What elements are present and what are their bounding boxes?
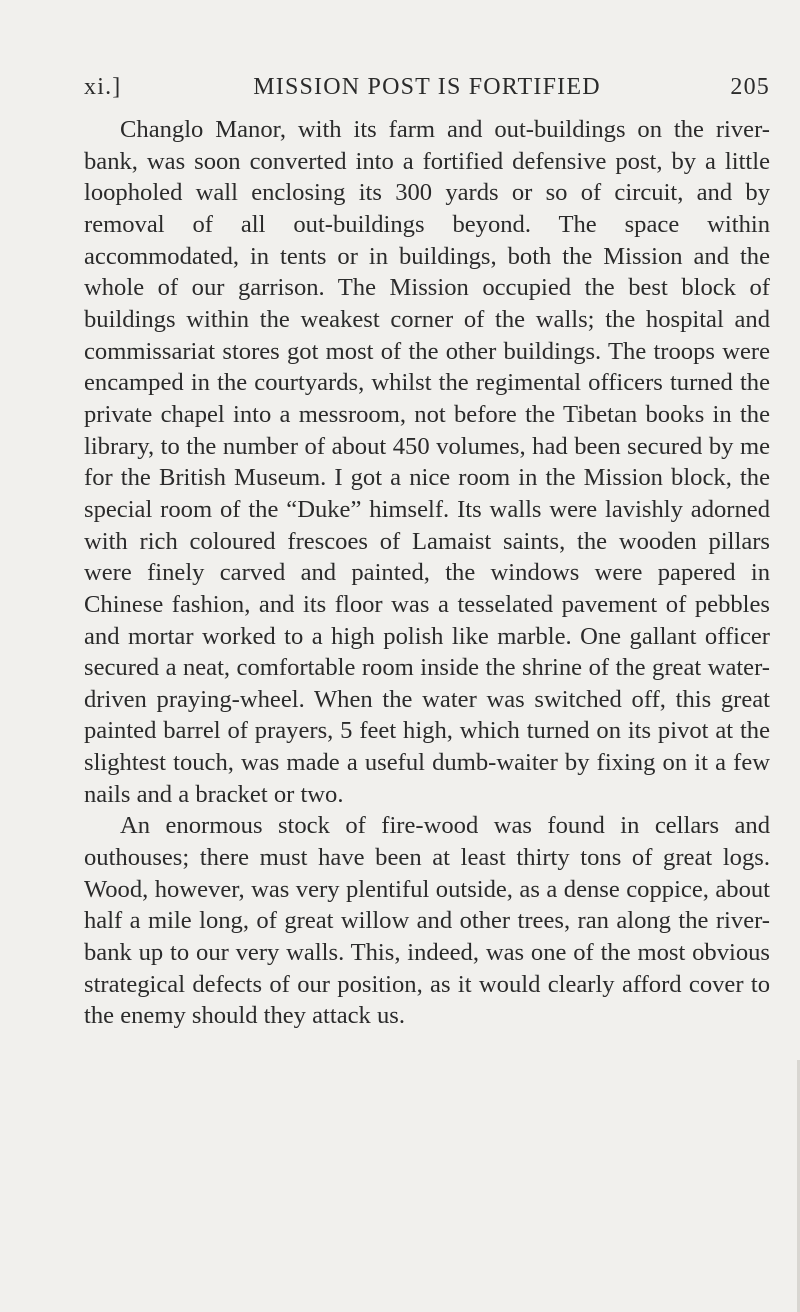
chapter-number: xi.] <box>84 74 122 100</box>
chapter-title: MISSION POST IS FORTIFIED <box>253 74 601 100</box>
page-number: 205 <box>730 74 770 100</box>
paragraph-1: Changlo Manor, with its farm and out-buildings on the river-bank, was soon converted into a fortified defensive post, by a little loopholed wall enclosing its 300 yards or so of circuit, and by removal of all out-buildings beyond. The space within accommodated, in tents or in buildings, both the Mission and the whole of our garrison. The Mission occupied the best block of buildings within the weakest corner of the walls; the hospital and commissariat stores got most of the other buildings. The troops were encamped in the courtyards, whilst the regimental officers turned the private chapel into a messroom, not before the Tibetan books in the library, to the number of about 450 volumes, had been secured by me for the British Museum. I got a nice room in the Mission block, the special room of the “Duke” himself. Its walls were lavishly adorned with rich coloured frescoes of Lamaist saints, the wooden pillars were finely carved and painted, the windows were papered in Chinese fashion, and its floor was a tesselated pavement of pebbles and mortar worked to a high polish like marble. One gallant officer secured a neat, comfortable room inside the shrine of the great water-driven praying-wheel. When the water was switched off, this great painted barrel of prayers, 5 feet high, which turned on its pivot at the slightest touch, was made a useful dumb-waiter by fixing on it a few nails and a bracket or two. <box>84 116 770 808</box>
running-head <box>84 74 770 106</box>
body-text <box>84 114 770 1032</box>
paragraph-2: An enormous stock of fire-wood was found in cellars and outhouses; there must have been at least thirty tons of great logs. Wood, however, was very plentiful outside, as a dense coppice, about half a mile long, of great willow and other trees, ran along the river-bank up to our very walls. This, indeed, was one of the most obvious strategical defects of our position, as it would clearly afford cover to the enemy should they attack us. <box>84 812 770 1030</box>
